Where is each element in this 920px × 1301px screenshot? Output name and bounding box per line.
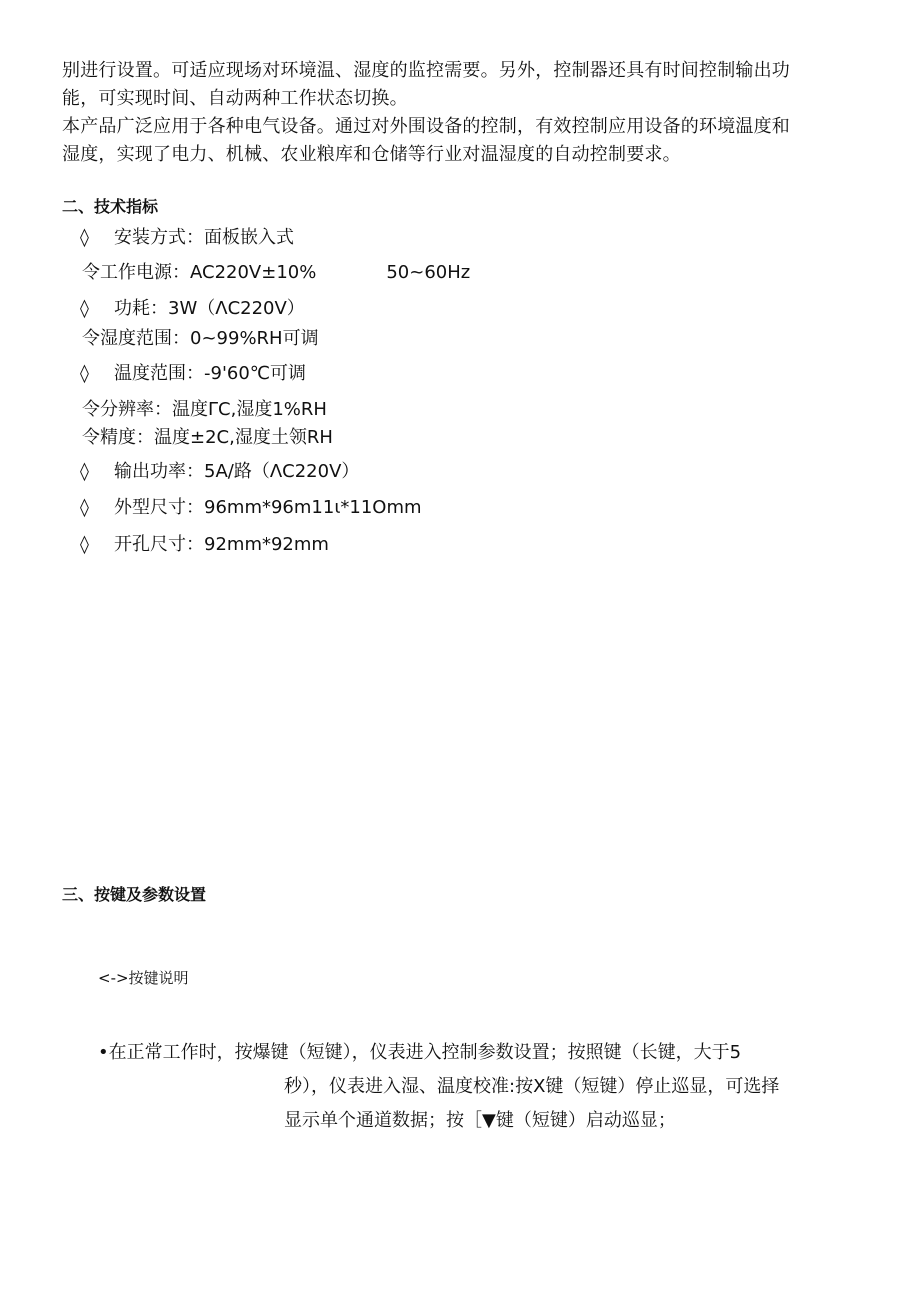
diamond-bullet-icon: ◊ (80, 497, 89, 518)
section-heading-keys: 三、按键及参数设置 (62, 885, 207, 904)
spec-text: 开孔尺寸：92mm*92mm (114, 534, 329, 555)
diamond-bullet-icon: ◊ (80, 227, 89, 248)
intro-line-2: 能，可实现时间、自动两种工作状态切换。 (62, 88, 408, 109)
subheading-key-description: <->按键说明 (98, 969, 189, 987)
spec-item (82, 260, 470, 286)
spec-text: 安装方式：面板嵌入式 (114, 227, 294, 248)
spec-item (80, 225, 294, 251)
intro-line-4: 湿度，实现了电力、机械、农业粮库和仓储等行业对温湿度的自动控制要求。 (62, 144, 681, 165)
spec-item (80, 361, 306, 387)
diamond-bullet-icon: ◊ (80, 298, 89, 319)
spec-item (80, 495, 422, 521)
diamond-bullet-icon: ◊ (80, 534, 89, 555)
diamond-bullet-icon: ◊ (80, 461, 89, 482)
spec-item (82, 326, 319, 352)
spec-text: 功耗：3W（ΛC220V） (114, 298, 305, 319)
key-para-line-3: 显示单个通道数据；按［▼键（短键）启动巡显； (284, 1110, 676, 1131)
spec-text: 令湿度范围：0~99%RH可调 (82, 328, 319, 349)
diamond-bullet-icon: ◊ (80, 363, 89, 384)
spec-text: 令精度：温度±2C,湿度土领RH (82, 427, 333, 448)
spec-item (82, 397, 327, 423)
key-para-line-1: •在正常工作时，按爆键（短键），仪表进入控制参数设置；按照键（长键，大于5 (98, 1042, 742, 1063)
key-para-line-2: 秒），仪表进入湿、温度校准:按X键（短键）停止巡显，可选择 (284, 1076, 780, 1097)
spec-text: 温度范围：-9'60℃可调 (114, 363, 307, 384)
spec-item (80, 532, 329, 558)
spec-item (80, 459, 359, 485)
intro-line-1: 别进行设置。可适应现场对环境温、湿度的监控需要。另外，控制器还具有时间控制输出功 (62, 60, 790, 81)
spec-text: 令工作电源：AC220V±10% (82, 262, 317, 283)
spec-text: 输出功率：5A/路（ΛC220V） (114, 461, 360, 482)
spec-text: 外型尺寸：96mm*96m11ι*11Omm (114, 497, 422, 518)
spec-item (80, 296, 305, 322)
spec-item (82, 425, 333, 451)
intro-line-3: 本产品广泛应用于各种电气设备。通过对外围设备的控制，有效控制应用设备的环境温度和 (62, 116, 790, 137)
spec-text: 令分辨率：温度ΓC,湿度1%RH (82, 399, 327, 420)
section-heading-specs: 二、技术指标 (62, 197, 159, 216)
spec-extra: 50~60Hz (386, 262, 471, 283)
